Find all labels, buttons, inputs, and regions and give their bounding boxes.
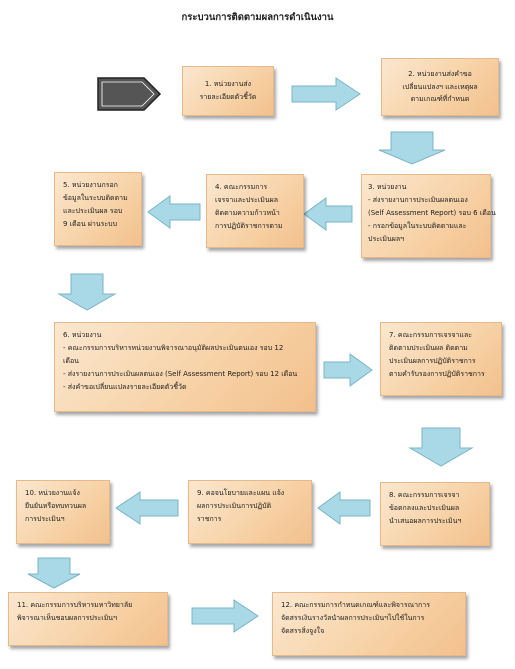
flow-arrow-left-9: [114, 490, 180, 526]
step-7-line: 7. คณะกรรมการเจรจาและ: [389, 331, 472, 339]
step-5-line: 9 เดือน ผ่านระบบ: [63, 219, 118, 228]
step-4-line: ติดตามความก้าวหน้า: [215, 208, 280, 217]
step-12-box: [272, 592, 466, 656]
step-8-line: ข้อตกลงและประเมินผล: [389, 503, 460, 512]
step-2-line: เปลี่ยนแปลงฯ และเหตุผล: [402, 82, 478, 91]
step-8-line: 8. คณะกรรมการเจรจา: [389, 491, 460, 499]
step-10-line: 10. หน่วยงานแจ้ง: [25, 489, 80, 497]
flow-arrow-down-7: [408, 426, 474, 468]
step-4-box: [206, 174, 304, 248]
step-3-line: 3. หน่วยงาน: [368, 183, 407, 191]
step-9-box: [188, 480, 312, 544]
flow-arrow-right-6: [322, 352, 374, 388]
step-10-box: [16, 480, 110, 544]
step-6-line: - คณะกรรมการบริหารหน่วยงานพิจารณาอนุมัติผลประเมินตนเอง รอบ 12: [63, 343, 284, 352]
flow-arrow-left-8: [316, 490, 372, 526]
step-1-line: รายละเอียดตัวชี้วัด: [199, 93, 257, 101]
step-6-line: เดือน: [63, 356, 79, 365]
flow-arrow-left-3: [302, 196, 354, 232]
step-6-line: 6. หน่วยงาน: [63, 331, 102, 339]
step-5-box: [54, 172, 142, 246]
step-7-line: ติดตามประเมินผล ติดตาม: [389, 343, 468, 352]
start-pentagon-icon: [96, 76, 162, 112]
page-title: กระบวนการติดตามผลการดำเนินงาน: [181, 12, 334, 23]
step-1-box: [182, 66, 274, 116]
step-3-line: ประเมินผลฯ: [368, 234, 405, 243]
flow-arrow-right-1: [290, 76, 362, 112]
flow-arrow-right-11: [190, 598, 260, 634]
step-4-line: เจรจาและประเมินผล: [215, 195, 278, 204]
step-11-line: พิจารณาเห็นชอบผลการประเมินฯ: [17, 613, 118, 622]
step-9-line: ราชการ: [197, 514, 222, 523]
step-9-line: 9. คอจนโยบายและแผน แจ้ง: [197, 489, 285, 497]
step-8-line: นำเสนอผลการประเมินฯ: [389, 516, 462, 525]
step-3-line: - ส่งรายงานการประเมินผลตนเอง: [368, 195, 468, 204]
step-11-line: 11. คณะกรรมการบริหารมหาวิทยาลัย: [17, 601, 133, 609]
flow-arrow-down-5: [57, 272, 117, 312]
step-7-box: [380, 322, 502, 396]
step-4-line: 4. คณะกรรมการ: [215, 183, 268, 191]
step-12-line: จัดสรรสิ่งจูงใจ: [281, 626, 325, 635]
step-7-line: ประเมินผลการปฏิบัติราชการ: [389, 356, 476, 365]
step-12-line: 12. คณะกรรมการกำหนดเกณฑ์และพิจารณาการ: [281, 601, 430, 609]
flow-arrow-left-4: [146, 194, 202, 230]
step-6-box: [54, 322, 316, 412]
step-11-box: [8, 592, 168, 646]
step-4-line: การปฏิบัติราชการตาม: [215, 221, 283, 230]
step-5-line: 5. หน่วยงานกรอก: [63, 181, 118, 189]
step-8-box: [380, 482, 490, 546]
step-5-line: และประเมินผล รอบ: [63, 206, 123, 215]
step-2-line: 2. หน่วยงานส่งคำขอ: [408, 69, 472, 78]
step-10-line: ยืนยันหรือทบทวนผล: [25, 501, 87, 510]
step-3-box: [361, 174, 496, 258]
flow-arrow-down-10: [26, 556, 82, 590]
step-6-line: - ส่งรายงานการประเมินผลตนเอง (Self Assessment Report) รอบ 12 เดือน: [63, 369, 298, 378]
step-5-line: ข้อมูลในระบบติดตาม: [63, 193, 128, 202]
flow-arrow-down-2: [377, 130, 447, 166]
step-12-line: จัดสรรเงินรางวัลนำผลการประเมินฯไปใช้ในการ: [281, 613, 425, 622]
step-3-line: - กรอกข้อมูลในระบบติดตามและ: [368, 221, 467, 230]
step-2-box: [381, 58, 499, 116]
step-3-line: (Self Assessment Report) รอบ 6 เดือน: [368, 208, 496, 217]
step-2-line: ตามเกณฑ์ที่กำหนด: [410, 95, 470, 104]
step-1-line: 1. หน่วยงานส่ง: [204, 80, 252, 89]
step-9-line: ผลการประเมินการปฏิบัติ: [197, 501, 272, 510]
step-7-line: ตามคำรับรองการปฏิบัติราชการ: [389, 369, 485, 378]
step-6-line: - ส่งคำขอเปลี่ยนแปลงรายละเอียดตัวชี้วัด: [63, 382, 187, 391]
step-10-line: การประเมินฯ: [25, 514, 65, 523]
